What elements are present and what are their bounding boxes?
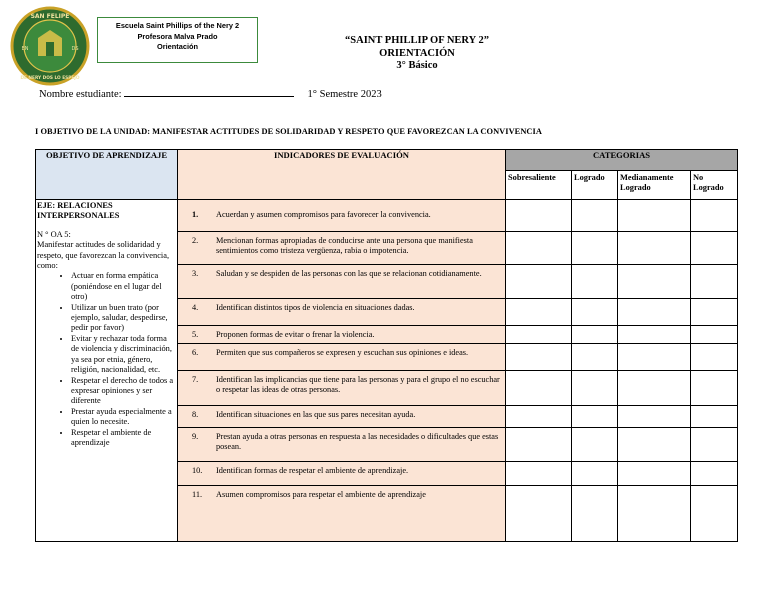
logo-left-text: EN	[21, 46, 29, 52]
indicator-cell	[178, 200, 506, 232]
indicator-number: 4.	[192, 303, 199, 312]
objective-cell	[36, 200, 178, 542]
score-cell[interactable]	[618, 232, 691, 265]
indicator-cell	[178, 326, 506, 344]
score-cell[interactable]	[572, 371, 618, 406]
oa-bullet-list	[37, 271, 176, 448]
indicator-text: Saludan y se despiden de las personas con las que se relacionan cotidianamente.	[216, 269, 482, 278]
score-cell[interactable]	[618, 200, 691, 232]
unit-objective-title: I OBJETIVO DE LA UNIDAD: MANIFESTAR ACTITUDES DE SOLIDARIDAD Y RESPETO QUE FAVOREZCAN LA CONVIVENCIA	[35, 127, 542, 136]
score-cell[interactable]	[691, 406, 738, 428]
axis-label: EJE: RELACIONES INTERPERSONALES	[37, 201, 120, 221]
score-cell[interactable]	[618, 371, 691, 406]
score-cell[interactable]	[618, 265, 691, 299]
indicator-cell	[178, 344, 506, 371]
indicator-text: Prestan ayuda a otras personas en respuesta a las necesidades o dificultades que estas posean.	[216, 432, 499, 451]
school-name: Escuela Saint Phillips of the Nery 2	[115, 21, 240, 30]
score-cell[interactable]	[572, 326, 618, 344]
school-info-box	[97, 17, 258, 63]
indicators-header: INDICADORES DE EVALUACIÓN	[178, 150, 506, 200]
indicator-cell	[178, 299, 506, 326]
score-cell[interactable]	[691, 428, 738, 462]
list-item: • Prestar ayuda especialmente a quien lo necesite.	[71, 407, 176, 428]
indicator-cell	[178, 371, 506, 406]
indicator-cell	[178, 428, 506, 462]
score-cell[interactable]	[691, 326, 738, 344]
score-cell[interactable]	[691, 299, 738, 326]
category-medianamente-logrado: Medianamente Logrado	[618, 171, 691, 200]
score-cell[interactable]	[506, 265, 572, 299]
indicator-text: Proponen formas de evitar o frenar la violencia.	[216, 330, 375, 339]
score-cell[interactable]	[506, 462, 572, 486]
subject-name: Orientación	[156, 42, 199, 51]
score-cell[interactable]	[618, 428, 691, 462]
score-cell[interactable]	[618, 406, 691, 428]
score-cell[interactable]	[506, 406, 572, 428]
semester-label: 1° Semestre 2023	[307, 89, 382, 100]
oa-text: Manifestar actitudes de solidaridad y respeto, que favorezcan la convivencia, como:	[37, 240, 170, 271]
category-no-logrado: No Logrado	[691, 171, 738, 200]
score-cell[interactable]	[572, 232, 618, 265]
categories-header: CATEGORIAS	[506, 150, 738, 171]
score-cell[interactable]	[691, 462, 738, 486]
list-item: • Utilizar un buen trato (por ejemplo, saludar, despedirse, pedir por favor)	[71, 303, 176, 334]
student-name-blank[interactable]	[124, 87, 294, 97]
score-cell[interactable]	[618, 326, 691, 344]
score-cell[interactable]	[572, 265, 618, 299]
indicator-cell	[178, 462, 506, 486]
score-cell[interactable]	[691, 200, 738, 232]
indicator-text: Identifican situaciones en las que sus pares necesitan ayuda.	[216, 410, 416, 419]
score-cell[interactable]	[572, 299, 618, 326]
score-cell[interactable]	[691, 486, 738, 542]
indicator-text: Asumen compromisos para respetar el ambiente de aprendizaje	[216, 490, 426, 499]
score-cell[interactable]	[691, 344, 738, 371]
score-cell[interactable]	[506, 344, 572, 371]
table-row	[36, 200, 738, 232]
score-cell[interactable]	[572, 406, 618, 428]
indicator-number: 3.	[192, 269, 199, 278]
teacher-name: Profesora Malva Prado	[137, 31, 218, 41]
category-sobresaliente: Sobresaliente	[506, 171, 572, 200]
score-cell[interactable]	[618, 299, 691, 326]
indicator-number: 5.	[192, 330, 199, 339]
document-title: “SAINT PHILLIP OF NERY 2”	[345, 35, 489, 46]
list-item: • Actuar en forma empática (poniéndose en el lugar del otro)	[71, 271, 176, 302]
indicator-number: 10.	[192, 466, 203, 475]
indicator-cell	[178, 486, 506, 542]
list-item: • Evitar y rechazar toda forma de violencia y discriminación, ya sea por etnia, género, religión, nacionalidad, etc.	[71, 334, 176, 376]
score-cell[interactable]	[506, 232, 572, 265]
list-item: • Respetar el derecho de todos a expresar opiniones y ser diferente	[71, 376, 176, 407]
category-logrado: Logrado	[572, 171, 618, 200]
score-cell[interactable]	[506, 486, 572, 542]
score-cell[interactable]	[572, 462, 618, 486]
indicator-number: 1.	[192, 210, 199, 219]
document-header	[300, 35, 534, 73]
score-cell[interactable]	[506, 200, 572, 232]
score-cell[interactable]	[506, 299, 572, 326]
score-cell[interactable]	[572, 428, 618, 462]
school-logo	[10, 6, 90, 86]
indicator-text: Identifican formas de respetar el ambiente de aprendizaje.	[216, 466, 409, 475]
document-subtitle: ORIENTACIÓN	[379, 47, 455, 59]
indicator-text: Acuerdan y asumen compromisos para favorecer la convivencia.	[216, 210, 431, 219]
score-cell[interactable]	[506, 326, 572, 344]
student-name-label: Nombre estudiante:	[39, 89, 122, 100]
score-cell[interactable]	[691, 371, 738, 406]
score-cell[interactable]	[691, 232, 738, 265]
indicator-text: Identifican las implicancias que tiene para las personas y para el grupo el no escuchar o respetar las ideas de otras personas.	[216, 375, 500, 394]
indicator-number: 7.	[192, 375, 199, 384]
indicator-number: 2.	[192, 236, 199, 245]
indicator-cell	[178, 265, 506, 299]
oa-code: N ° OA 5:	[37, 229, 71, 239]
logo-top-text: SAN FELIPE	[30, 13, 70, 20]
objective-header: OBJETIVO DE APRENDIZAJE	[36, 150, 178, 200]
logo-bottom-text: DE NERY DOS LO ESPEJO	[20, 76, 80, 81]
indicator-cell	[178, 232, 506, 265]
list-item: • Respetar el ambiente de aprendizaje	[71, 428, 176, 449]
indicator-number: 11.	[192, 490, 203, 499]
logo-right-text: DS	[71, 46, 79, 52]
indicator-number: 6.	[192, 348, 199, 357]
score-cell[interactable]	[572, 486, 618, 542]
score-cell[interactable]	[506, 371, 572, 406]
indicator-text: Identifican distintos tipos de violencia en situaciones dadas.	[216, 303, 415, 312]
evaluation-table	[35, 149, 738, 542]
score-cell[interactable]	[572, 200, 618, 232]
score-cell[interactable]	[691, 265, 738, 299]
score-cell[interactable]	[506, 428, 572, 462]
score-cell[interactable]	[618, 462, 691, 486]
indicator-text: Permiten que sus compañeros se expresen y escuchan sus opiniones e ideas.	[216, 348, 469, 357]
score-cell[interactable]	[572, 344, 618, 371]
table-header-row	[36, 150, 738, 171]
score-cell[interactable]	[618, 486, 691, 542]
grade-level: 3° Básico	[396, 60, 438, 71]
indicator-number: 9.	[192, 432, 199, 441]
score-cell[interactable]	[618, 344, 691, 371]
indicator-number: 8.	[192, 410, 199, 419]
student-line	[39, 87, 382, 100]
indicator-cell	[178, 406, 506, 428]
indicator-text: Mencionan formas apropiadas de conducirse ante una persona que manifiesta sentimientos como tristeza vergüenza, rabia o impotencia.	[216, 236, 473, 255]
